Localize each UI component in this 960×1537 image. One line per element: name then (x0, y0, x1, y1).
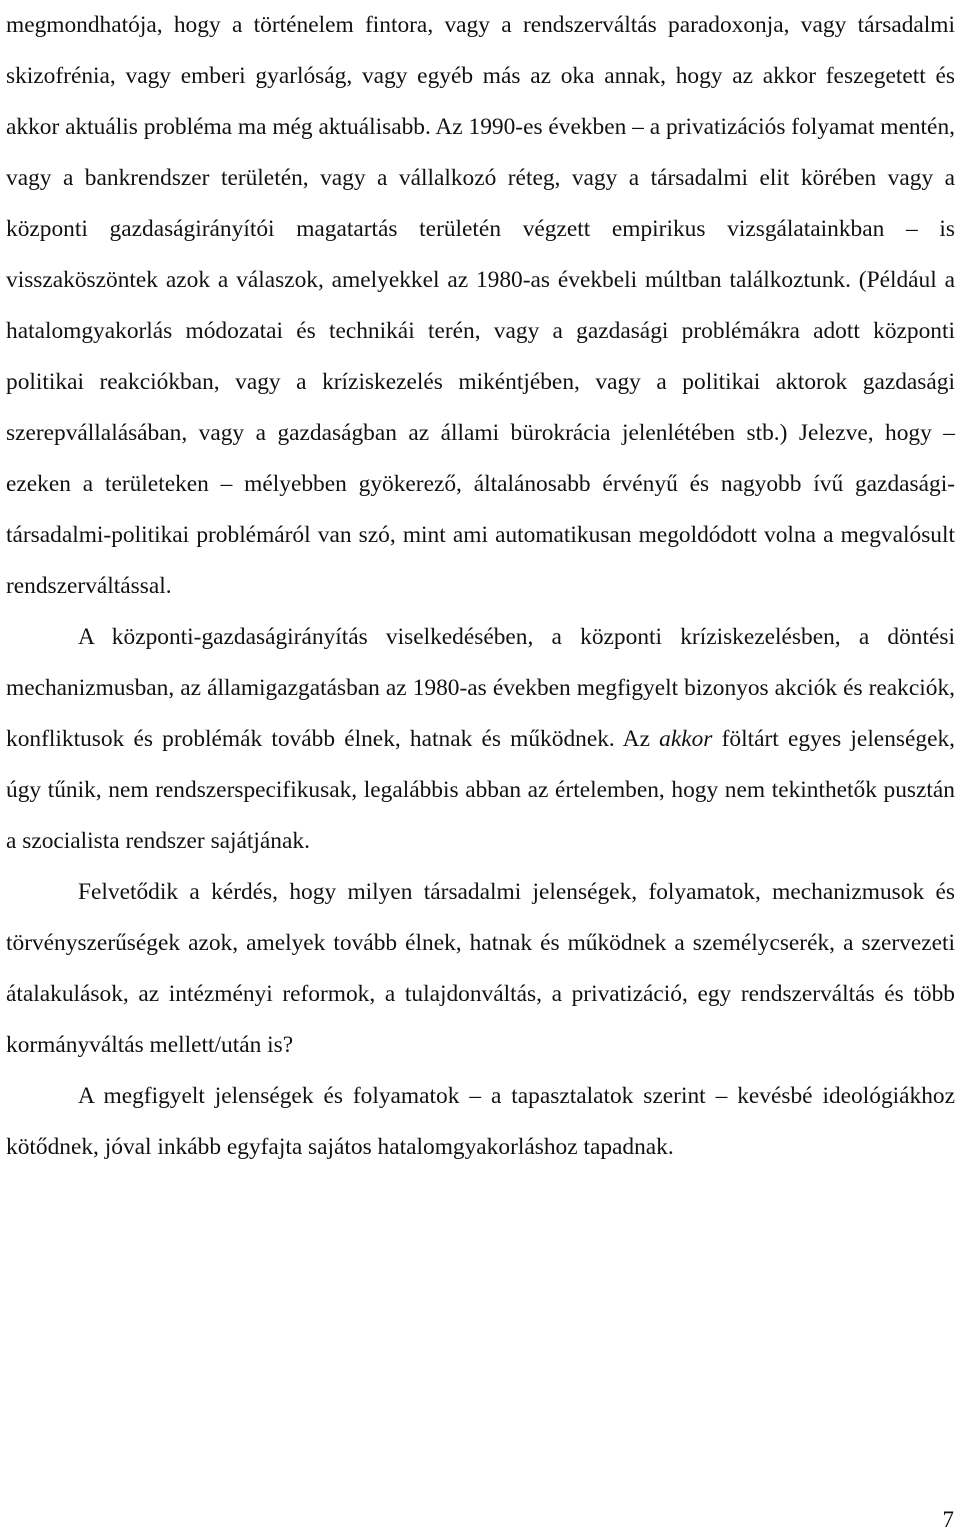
paragraph-2 (6, 612, 955, 867)
paragraph-3 (6, 867, 955, 1071)
paragraph-4-text: A megfigyelt jelenségek és folyamatok – a tapasztalatok szerint – kevésbé ideológiákhoz kötődnek, jóval inkább egyfajta sajátos hatalomgyakorláshoz tapadnak. (6, 1083, 955, 1160)
paragraph-4 (6, 1071, 955, 1173)
paragraph-3-text: Felvetődik a kérdés, hogy milyen társadalmi jelenségek, folyamatok, mechanizmusok és törvényszerűségek azok, amelyek tovább élnek, hatnak és működnek a személycserék, a szervezeti átalakulások, az intézményi reformok, a tulajdonváltás, a privatizáció, egy rendszerváltás és több kormányváltás mellett/után is? (6, 879, 955, 1058)
paragraph-2-text-b: föltárt egyes jelenségek, úgy tűnik, nem rendszerspecifikusak, legalábbis abban az értelemben, hogy nem tekinthetők pusztán a szocialista rendszer sajátjának. (6, 726, 955, 854)
page-number: 7 (942, 1507, 954, 1532)
paragraph-1-text: megmondhatója, hogy a történelem fintora, vagy a rendszerváltás paradoxonja, vagy társadalmi skizofrénia, vagy emberi gyarlóság, vagy egyéb más az oka annak, hogy az akkor feszegetett és akkor aktuális probléma ma még aktuálisabb. Az 1990-es években – a privatizációs folyamat mentén, vagy a bankrendszer területén, vagy a vállalkozó réteg, vagy a társadalmi elit körében vagy a központi gazdaságirányítói magatartás területén végzett empirikus vizsgálatainkban – is visszaköszöntek azok a válaszok, amelyekkel az 1980-as évekbeli múltban találkoztunk. (Például a hatalomgyakorlás módozatai és technikái terén, vagy a gazdasági problémákra adott központi politikai reakciókban, vagy a kríziskezelés mikéntjében, vagy a politikai aktorok gazdasági szerepvállalásában, vagy a gazdaságban az állami bürokrácia jelenlétében stb.) Jelezve, hogy – ezeken a területeken – mélyebben gyökerező, általánosabb érvényű és nagyobb ívű gazdasági-társadalmi-politikai problémáról van szó, mint ami automatikusan megoldódott volna a megvalósult rendszerváltással. (6, 12, 955, 599)
paragraph-2-text-a: A központi-gazdaságirányítás viselkedésében, a központi kríziskezelésben, a döntési mechanizmusban, az államigazgatásban az 1980-as években megfigyelt bizonyos akciók és reakciók, konfliktusok és problémák tovább élnek, hatnak és működnek. Az (6, 624, 955, 752)
paragraph-1 (6, 0, 955, 612)
paragraph-2-italic-word: akkor (659, 726, 713, 752)
document-page (6, 0, 955, 1173)
